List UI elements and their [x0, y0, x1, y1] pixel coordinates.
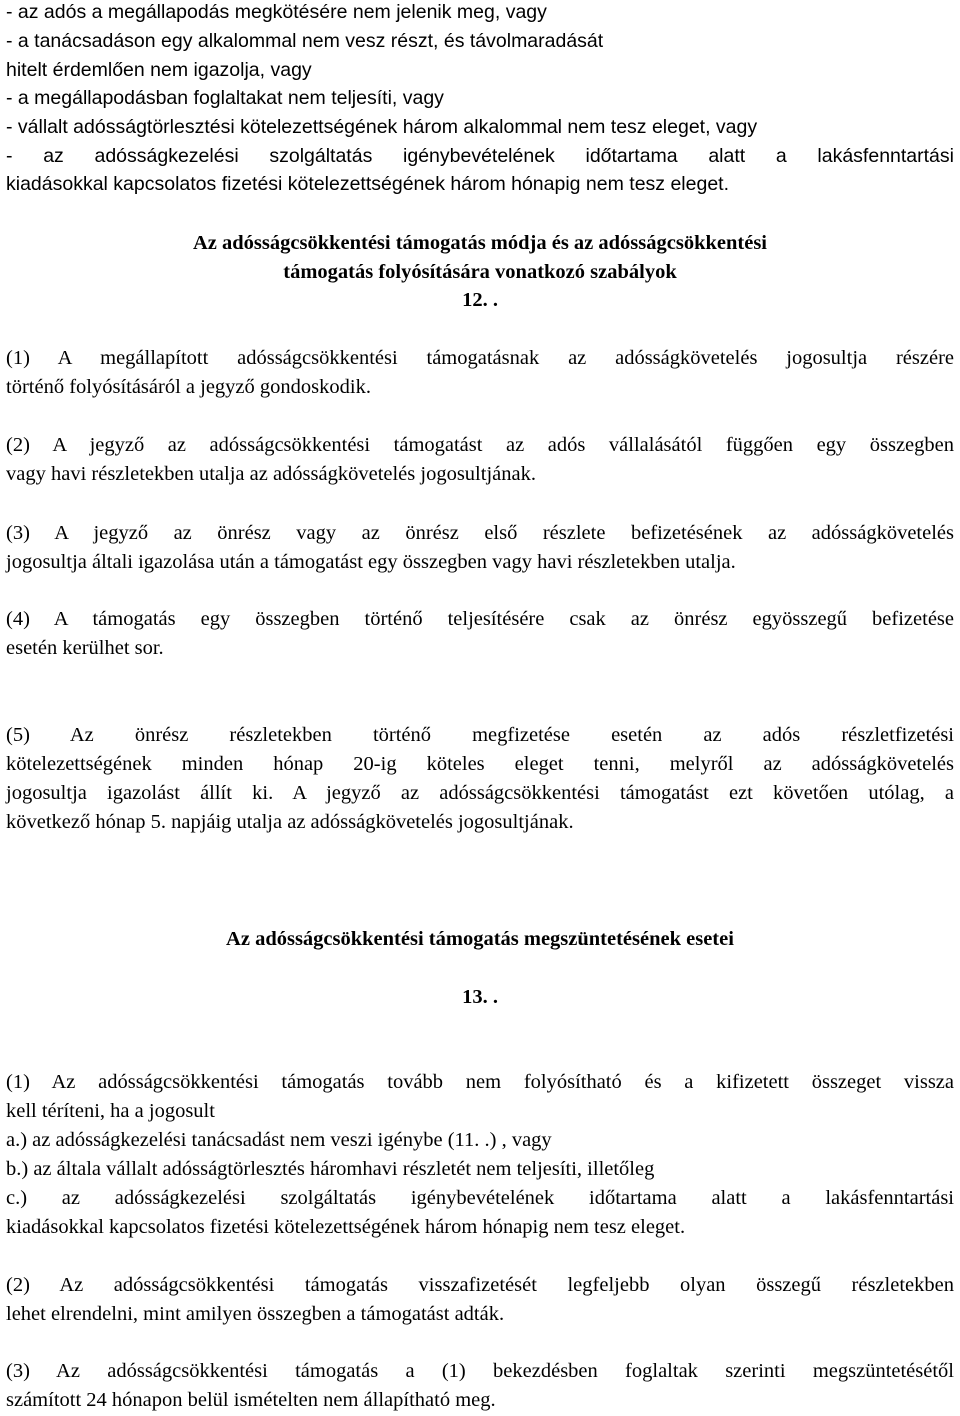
paragraph-line: történő folyósításáról a jegyző gondoskodik.	[6, 376, 371, 398]
paragraph-line: esetén kerülhet sor.	[6, 637, 164, 659]
list-item: kiadásokkal kapcsolatos fizetési kötelezettségének három hónapig nem tesz eleget.	[6, 173, 730, 195]
paragraph-line: jogosultja igazolást állít ki. A jegyző az adósságcsökkentési támogatást ezt követően utólag, a	[6, 782, 954, 804]
paragraph-line: (1) Az adósságcsökkentési támogatás tovább nem folyósítható és a kifizetett összeget vissza	[6, 1071, 954, 1093]
paragraph-line: következő hónap 5. napjáig utalja az adósságkövetelés jogosultjának.	[6, 811, 574, 833]
paragraph-line: (4) A támogatás egy összegben történő teljesítésére csak az önrész egyösszegű befizetése	[6, 608, 954, 630]
section-number: 12. .	[462, 289, 498, 311]
paragraph-line: (1) A megállapított adósságcsökkentési támogatásnak az adósságkövetelés jogosultja részére	[6, 347, 954, 369]
list-item: b.) az általa vállalt adósságtörlesztés háromhavi részletét nem teljesíti, illetőleg	[6, 1158, 655, 1180]
section-heading: Az adósságcsökkentési támogatás megszüntetésének esetei	[226, 928, 734, 950]
list-item: c.) az adósságkezelési szolgáltatás igénybevételének időtartama alatt a lakásfenntartási	[6, 1187, 954, 1209]
paragraph-line: (3) A jegyző az önrész vagy az önrész első részlete befizetésének az adósságkövetelés	[6, 522, 954, 544]
paragraph-line: jogosultja általi igazolása után a támogatást egy összegben vagy havi részletekben utalja.	[6, 551, 736, 573]
list-item: a.) az adósságkezelési tanácsadást nem veszi igénybe (11. .) , vagy	[6, 1129, 552, 1151]
section-heading: Az adósságcsökkentési támogatás módja és az adósságcsökkentési	[192, 232, 767, 254]
paragraph-line: (2) A jegyző az adósságcsökkentési támogatást az adós vállalásától függően egy összegben	[6, 434, 954, 456]
list-item: - a megállapodásban foglaltakat nem teljesíti, vagy	[6, 87, 444, 109]
list-item: - a tanácsadáson egy alkalommal nem vesz részt, és távolmaradását	[6, 30, 604, 52]
paragraph-line: lehet elrendelni, mint amilyen összegben a támogatást adták.	[6, 1303, 505, 1325]
paragraph-line: kell téríteni, ha a jogosult	[6, 1100, 215, 1122]
paragraph-line: (2) Az adósságcsökkentési támogatás visszafizetését legfeljebb olyan összegű részletekben	[6, 1274, 954, 1296]
paragraph-line: (3) Az adósságcsökkentési támogatás a (1) bekezdésben foglaltak szerinti megszüntetésétől	[6, 1360, 954, 1382]
list-item: - az adósságkezelési szolgáltatás igénybevételének időtartama alatt a lakásfenntartási	[6, 145, 954, 167]
paragraph-line: (5) Az önrész részletekben történő megfizetése esetén az adós részletfizetési	[6, 724, 954, 746]
paragraph-line: számított 24 hónapon belül ismételten nem állapítható meg.	[6, 1389, 496, 1411]
list-item: - vállalt adósságtörlesztési kötelezettségének három alkalommal nem tesz eleget, vagy	[6, 116, 758, 138]
paragraph-line: vagy havi részletekben utalja az adósságkövetelés jogosultjának.	[6, 463, 536, 485]
list-item: hitelt érdemlően nem igazolja, vagy	[6, 59, 312, 81]
list-item: - az adós a megállapodás megkötésére nem jelenik meg, vagy	[6, 1, 547, 23]
list-item: kiadásokkal kapcsolatos fizetési kötelezettségének három hónapig nem tesz eleget.	[6, 1216, 686, 1238]
paragraph-line: kötelezettségének minden hónap 20-ig köteles eleget tenni, melyről az adósságkövetelés	[6, 753, 954, 775]
section-heading: támogatás folyósítására vonatkozó szabályok	[283, 261, 677, 283]
section-number: 13. .	[462, 986, 498, 1008]
